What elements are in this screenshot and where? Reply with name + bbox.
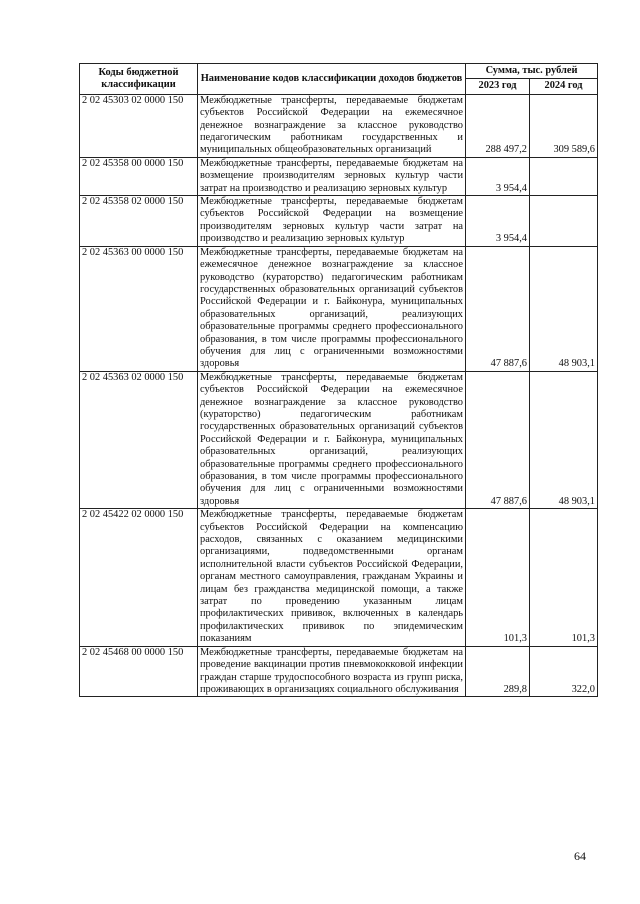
budget-revenue-table [79,63,598,697]
table-row [80,196,598,247]
row-code: 2 02 45363 02 0000 150 [80,371,198,508]
table-row [80,246,598,371]
row-code: 2 02 45358 02 0000 150 [80,196,198,247]
row-amount-2024: 322,0 [530,646,598,697]
row-amount-2023: 47 887,6 [466,246,530,371]
row-amount-2024: 309 589,6 [530,94,598,157]
row-code: 2 02 45422 02 0000 150 [80,509,198,646]
row-amount-2023: 101,3 [466,509,530,646]
row-name: Межбюджетные трансферты, передаваемые бюджетам субъектов Российской Федерации на компенсацию расходов, связанных с оказанием медицинскими организациями, подведомственными органам исполнительной власти субъектов Российской Федерации, органам местного самоуправления, гражданам Украины и лицам без гражданства медицинской помощи, а также затрат по проведению указанным лицам профилактических прививок, включенных в календарь профилактических прививок по эпидемическим показаниям [198,509,466,646]
row-amount-2023: 288 497,2 [466,94,530,157]
row-name: Межбюджетные трансферты, передаваемые бюджетам на возмещение производителям зерновых культур части затрат на производство и реализацию зерновых культур [198,157,466,195]
row-amount-2023: 289,8 [466,646,530,697]
row-code: 2 02 45358 00 0000 150 [80,157,198,195]
row-amount-2024: 48 903,1 [530,246,598,371]
header-code: Коды бюджетной классификации [80,64,198,95]
row-name: Межбюджетные трансферты, передаваемые бюджетам субъектов Российской Федерации на возмещение производителям зерновых культур части затрат на производство и реализацию зерновых культур [198,196,466,247]
row-code: 2 02 45468 00 0000 150 [80,646,198,697]
table-row [80,646,598,697]
table-row [80,509,598,646]
row-amount-2024 [530,196,598,247]
header-year-2023: 2023 год [466,79,530,94]
table-row [80,371,598,508]
header-name: Наименование кодов классификации доходов бюджетов [198,64,466,95]
row-name: Межбюджетные трансферты, передаваемые бюджетам на проведение вакцинации против пневмококковой инфекции граждан старше трудоспособного возраста из групп риска, проживающих в организациях социального обслуживания [198,646,466,697]
row-name: Межбюджетные трансферты, передаваемые бюджетам субъектов Российской Федерации на ежемесячное денежное вознаграждение за классное руководство педагогическим работникам государственных и муниципальных общеобразовательных организаций [198,94,466,157]
row-name: Межбюджетные трансферты, передаваемые бюджетам на ежемесячное денежное вознаграждение за классное руководство (кураторство) педагогическим работникам государственных образовательных организаций субъектов Российской Федерации и г. Байконура, муниципальных образовательных организаций, реализующих образовательные программы среднего профессионального образования, в том числе программы профессионального обучения для лиц с ограниченными возможностями здоровья [198,246,466,371]
table-row [80,94,598,157]
row-amount-2024: 48 903,1 [530,371,598,508]
row-amount-2024: 101,3 [530,509,598,646]
row-amount-2023: 3 954,4 [466,157,530,195]
row-amount-2024 [530,157,598,195]
row-code: 2 02 45363 00 0000 150 [80,246,198,371]
row-code: 2 02 45303 02 0000 150 [80,94,198,157]
row-name: Межбюджетные трансферты, передаваемые бюджетам субъектов Российской Федерации на ежемесячное денежное вознаграждение за классное руководство (кураторство) педагогическим работникам государственных образовательных организаций субъектов Российской Федерации и г. Байконура, муниципальных образовательных организаций, реализующих образовательные программы среднего профессионального образования, в том числе программы профессионального обучения для лиц с ограниченными возможностями здоровья [198,371,466,508]
header-year-2024: 2024 год [530,79,598,94]
row-amount-2023: 47 887,6 [466,371,530,508]
page-number: 64 [574,849,586,863]
header-sum: Сумма, тыс. рублей [466,64,598,79]
row-amount-2023: 3 954,4 [466,196,530,247]
table-row [80,157,598,195]
header-row-1 [80,64,598,79]
